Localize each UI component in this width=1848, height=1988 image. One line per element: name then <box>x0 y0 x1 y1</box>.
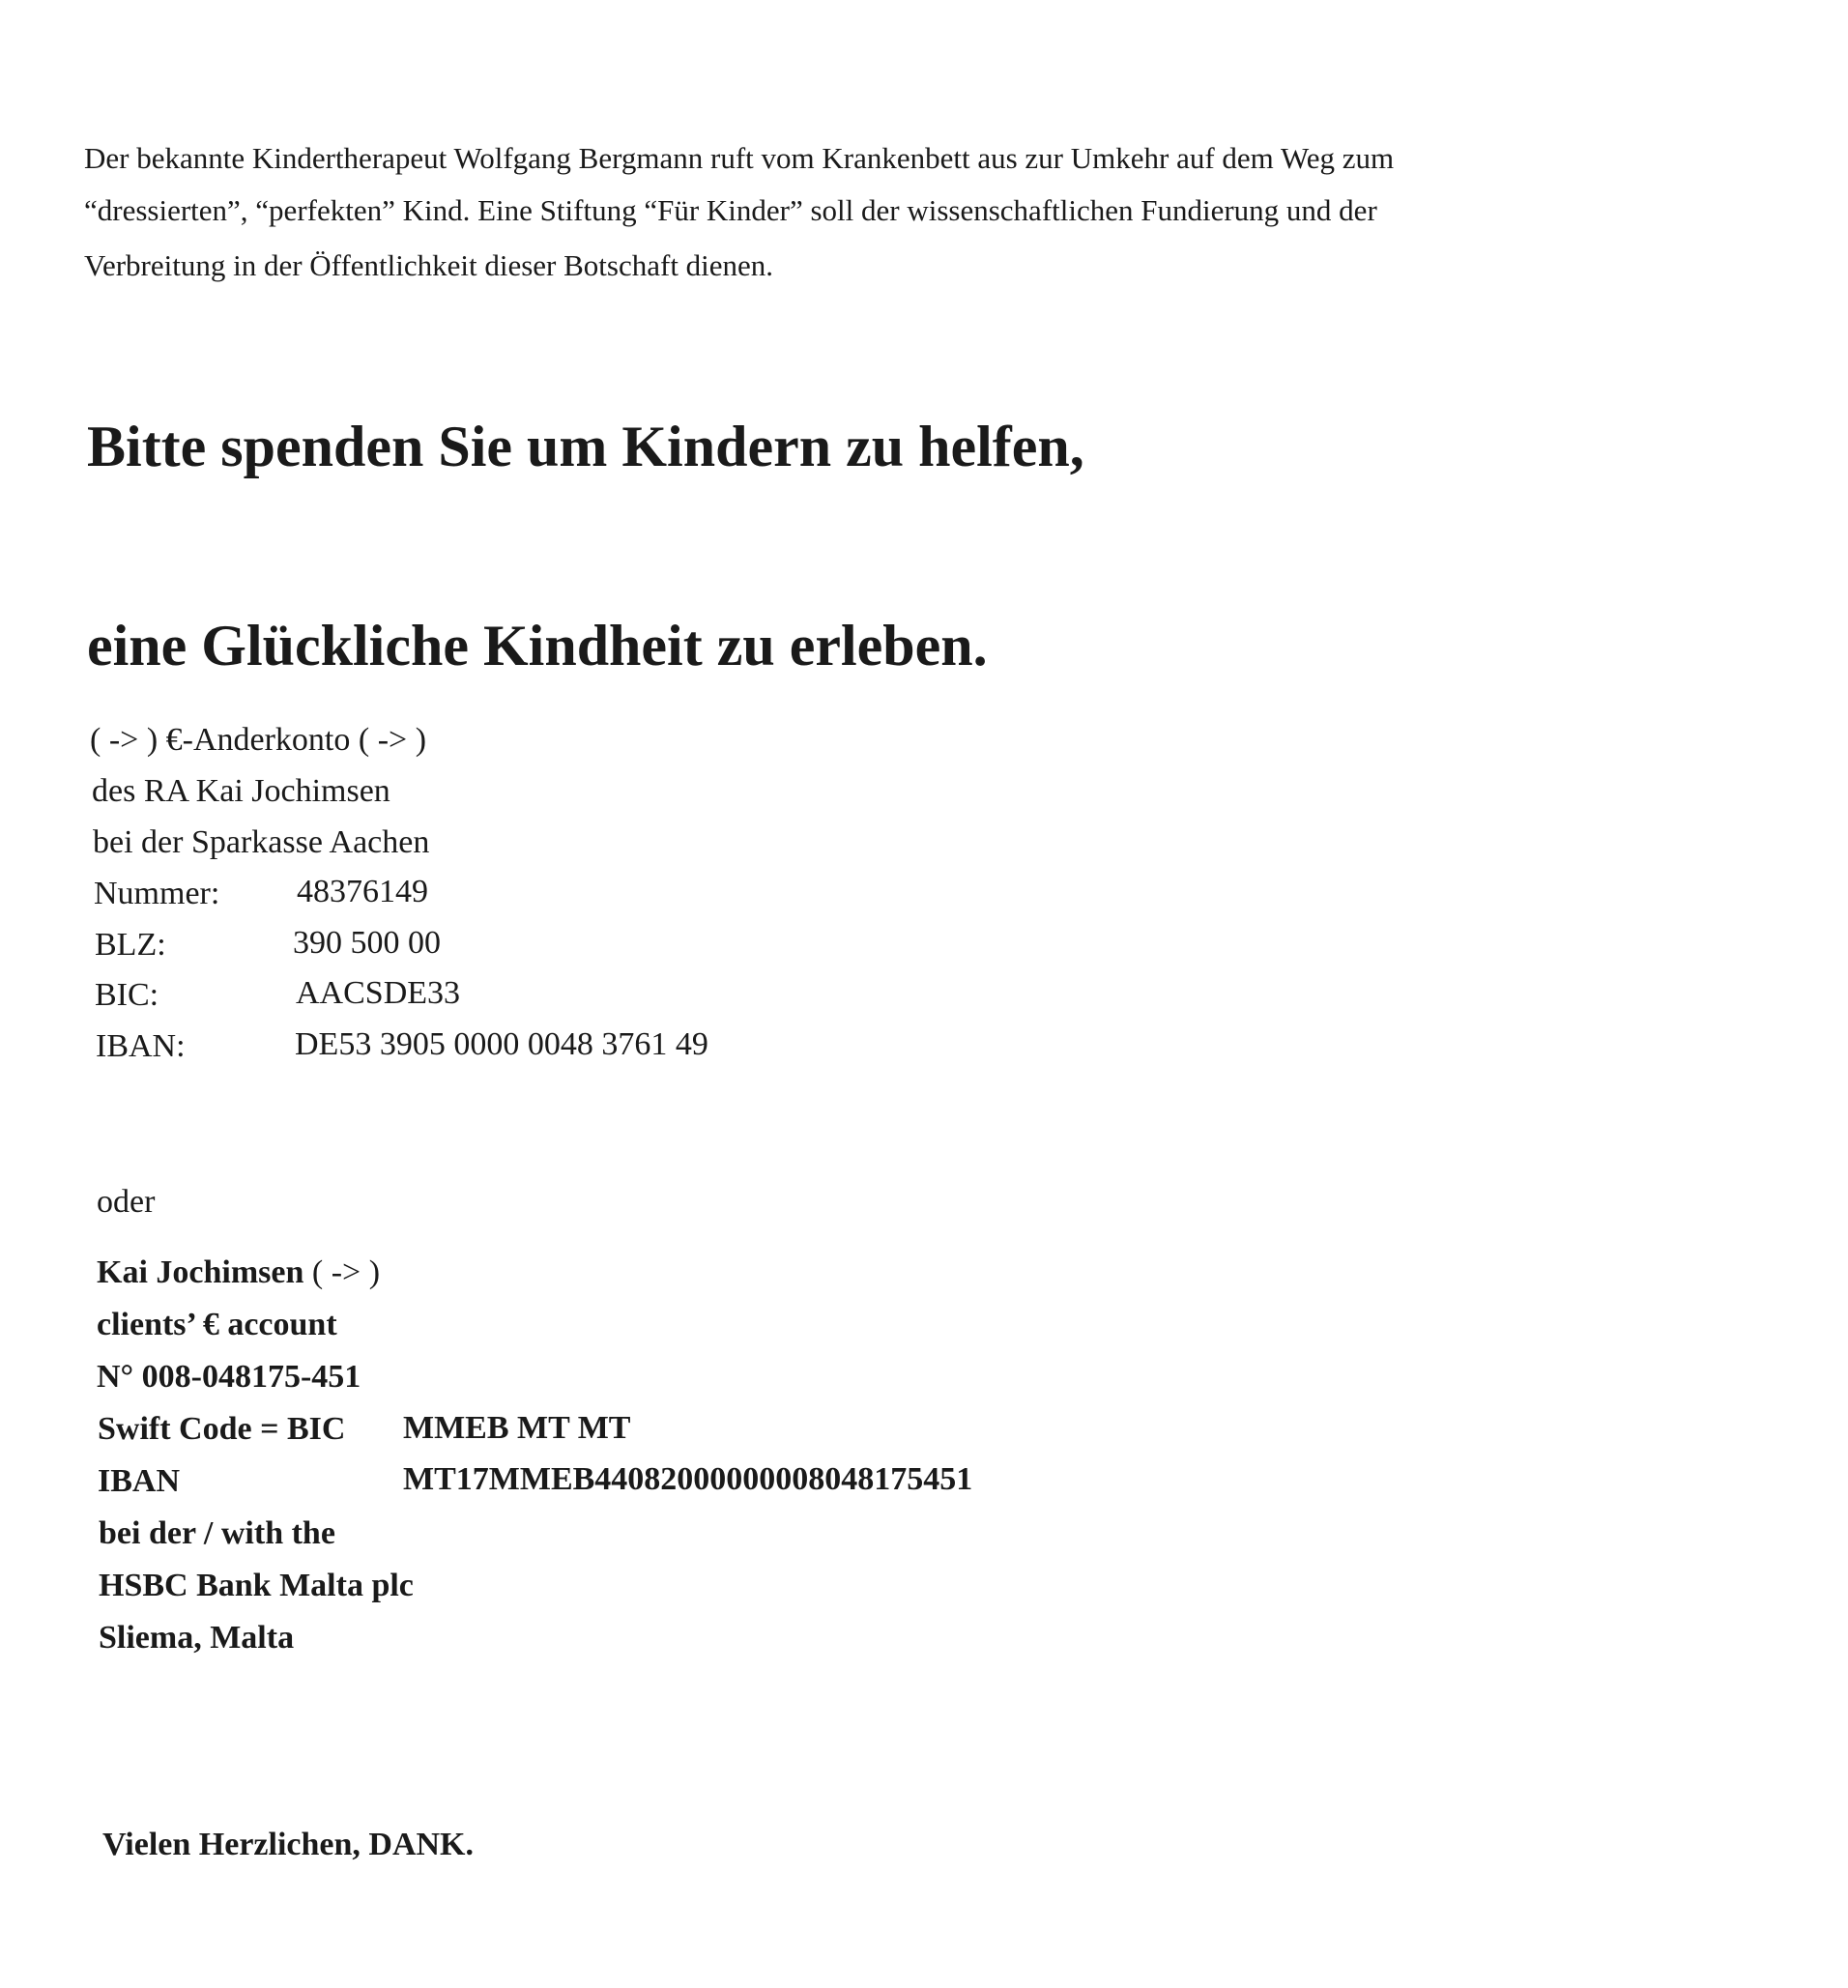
separator-oder: oder <box>97 1184 156 1220</box>
account-de-number-value: 48376149 <box>297 874 428 909</box>
intro-line-1: Der bekannte Kindertherapeut Wolfgang Bergmann ruft vom Krankenbett aus zur Umkehr auf dem Weg zum <box>84 141 1395 175</box>
account-mt-holder-line <box>97 1256 380 1289</box>
account-de-number-label: Nummer: <box>94 876 220 911</box>
account-de-iban-value: DE53 3905 0000 0048 3761 49 <box>295 1026 708 1062</box>
account-de-blz-value: 390 500 00 <box>293 925 441 961</box>
account-de-title: ( -> ) €-Anderkonto ( -> ) <box>90 722 427 758</box>
account-mt-holder: Kai Jochimsen <box>97 1254 304 1290</box>
account-de-holder: des RA Kai Jochimsen <box>92 773 390 809</box>
closing-thanks: Vielen Herzlichen, DANK. <box>102 1827 474 1862</box>
account-mt-bank-intro: bei der / with the <box>99 1515 335 1551</box>
intro-line-3: Verbreitung in der Öffentlichkeit dieser Botschaft dienen. <box>84 248 774 282</box>
account-mt-type: clients’ € account <box>97 1307 337 1342</box>
account-de-bank: bei der Sparkasse Aachen <box>93 824 430 860</box>
account-de-blz-label: BLZ: <box>95 927 166 963</box>
account-mt-bank-city: Sliema, Malta <box>99 1620 295 1656</box>
account-de-bic-label: BIC: <box>95 977 159 1013</box>
headline-line-2: eine Glückliche Kindheit zu erleben. <box>87 614 988 677</box>
account-mt-swift-label: Swift Code = BIC <box>98 1411 346 1447</box>
headline-line-1: Bitte spenden Sie um Kindern zu helfen, <box>87 415 1084 478</box>
account-mt-iban-value: MT17MMEB44082000000008048175451 <box>403 1461 973 1497</box>
intro-line-2: “dressierten”, “perfekten” Kind. Eine Stiftung “Für Kinder” soll der wissenschaftlichen Fundierung und der <box>84 193 1377 227</box>
account-mt-bank-name: HSBC Bank Malta plc <box>99 1568 414 1603</box>
account-mt-number: N° 008-048175-451 <box>97 1359 361 1395</box>
account-de-iban-label: IBAN: <box>96 1028 186 1064</box>
account-mt-holder-suffix: ( -> ) <box>311 1254 381 1290</box>
account-de-bic-value: AACSDE33 <box>296 975 461 1011</box>
account-mt-iban-label: IBAN <box>98 1463 181 1499</box>
account-mt-swift-value: MMEB MT MT <box>403 1410 631 1446</box>
